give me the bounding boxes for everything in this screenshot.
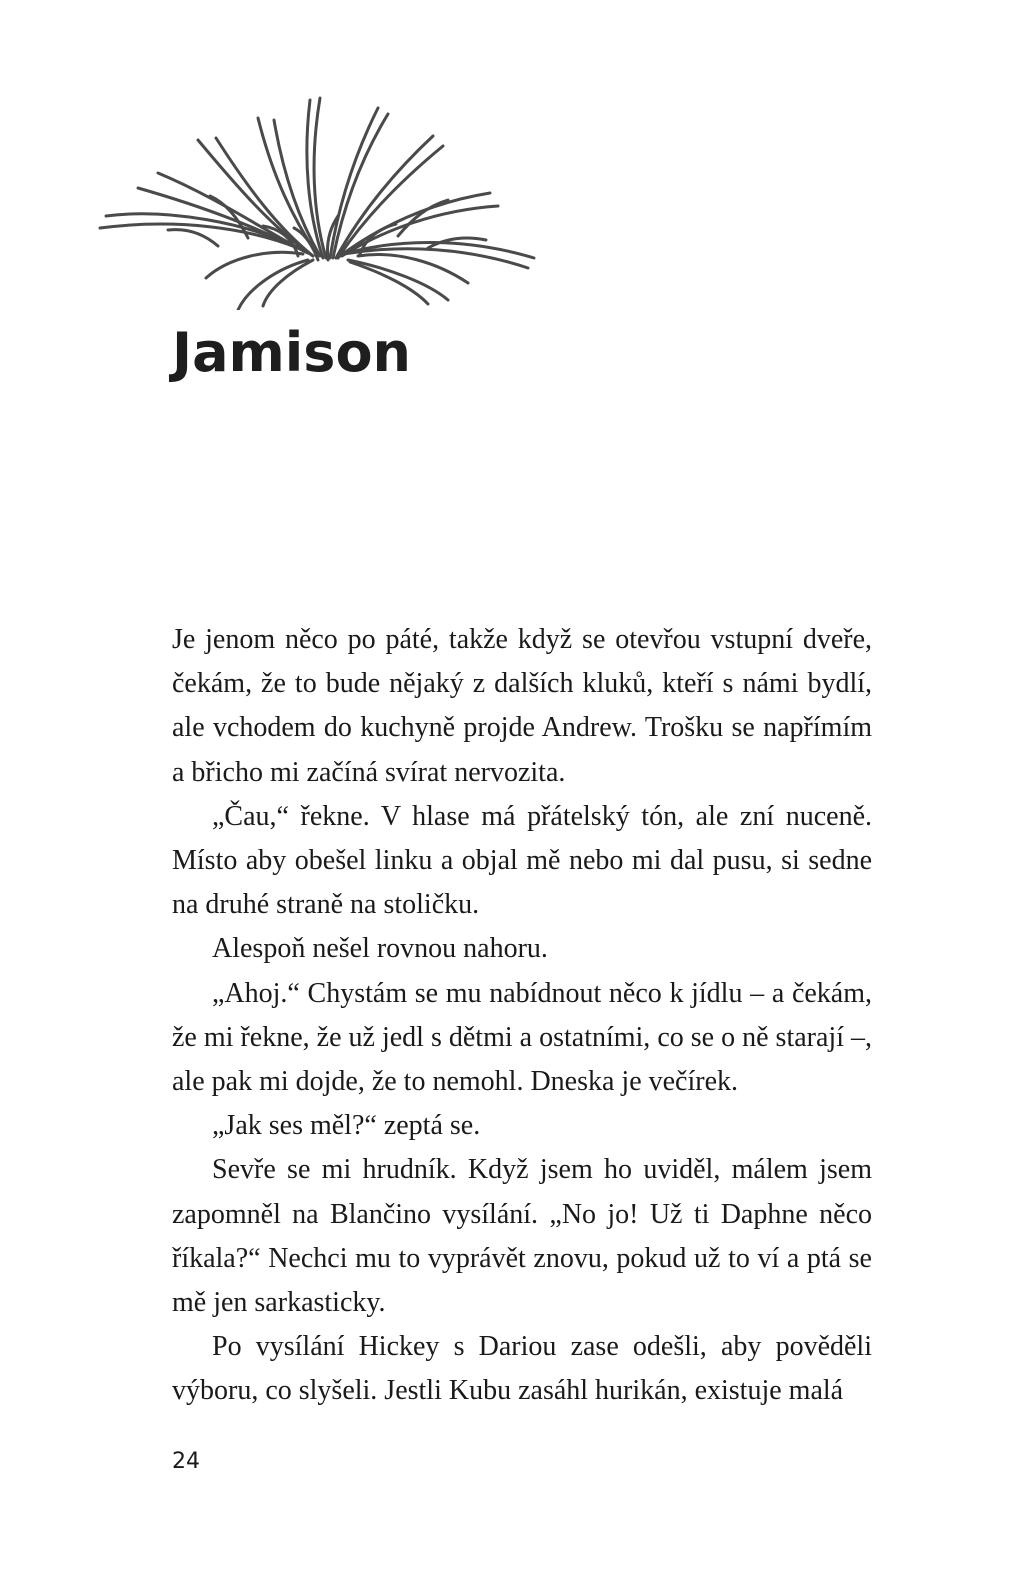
paragraph: „Ahoj.“ Chystám se mu nabídnout něco k jídlu – a čekám, že mi řekne, že už jedl s dětmi a ostatními, co se o ně starají –, ale pak mi dojde, že to nemohl. Dneska je večírek. <box>172 977 872 1098</box>
paragraph: Po vysílání Hickey s Dariou zase odešli, aby pověděli výboru, co slyšeli. Jestli Kubu zasáhl hurikán, existuje malá <box>172 1331 872 1407</box>
chapter-title: Jamison <box>172 321 411 384</box>
paragraph: „Jak ses měl?“ zeptá se. <box>212 1110 481 1142</box>
grass-tuft-icon <box>98 78 538 310</box>
paragraph: Je jenom něco po páté, takže když se otevřou vstupní dveře, čekám, že to bude nějaký z dalších kluků, kteří s námi bydlí, ale vchodem do kuchyně projde Andrew. Trošku se napřímím a břicho mi začíná svírat nervozita. <box>172 624 872 788</box>
paragraph: Alespoň nešel rovnou nahoru. <box>212 933 548 965</box>
paragraph: „Čau,“ řekne. V hlase má přátelský tón, ale zní nuceně. Místo aby obešel linku a objal mě nebo mi dal pusu, si sedne na druhé straně na stoličku. <box>172 800 872 921</box>
paragraph: Sevře se mi hrudník. Když jsem ho uviděl, málem jsem zapomněl na Blančino vysílání. „No jo! Už ti Daphne něco říkala?“ Nechci mu to vyprávět znovu, pokud už to ví a ptá se mě jen sarkasticky. <box>172 1154 872 1319</box>
page-number: 24 <box>172 1449 200 1474</box>
body-text <box>172 618 872 1414</box>
